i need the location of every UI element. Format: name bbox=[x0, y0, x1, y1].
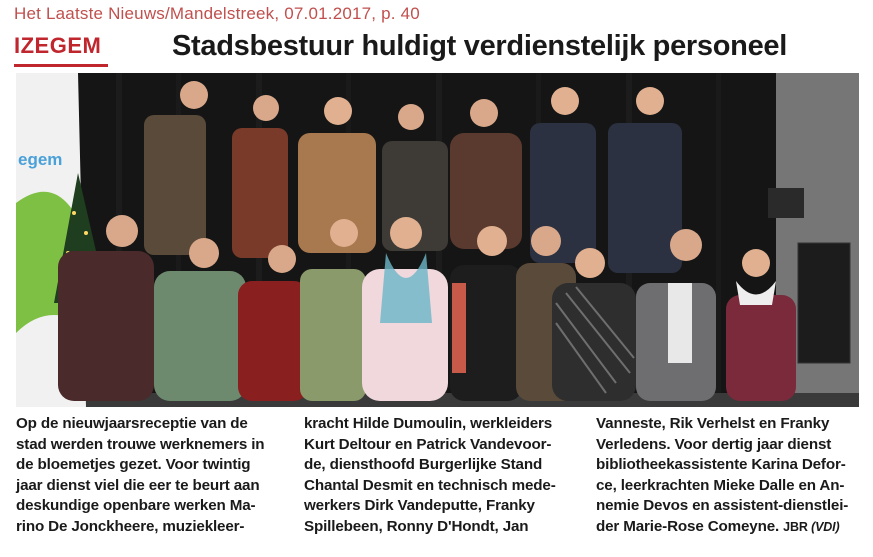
article-line: stad werden trouwe werknemers in bbox=[16, 435, 265, 453]
article-line-text: der Marie-Rose Comeyne. bbox=[596, 517, 780, 535]
article-line: Vanneste, Rik Verhelst en Franky bbox=[596, 415, 830, 432]
article-line: kracht Hilde Dumoulin, werkleiders bbox=[304, 415, 553, 432]
article-line: Kurt Deltour en Patrick Vandevoor- bbox=[304, 435, 552, 453]
article-column-1 bbox=[16, 414, 286, 538]
byline: JBR bbox=[783, 519, 808, 534]
section-label: IZEGEM bbox=[14, 33, 102, 58]
group-photo bbox=[16, 73, 859, 407]
article-line: Verledens. Voor dertig jaar dienst bbox=[596, 435, 832, 453]
photo-credit: (VDI) bbox=[811, 519, 840, 534]
article-line: Chantal Desmit en technisch mede- bbox=[304, 476, 556, 494]
article-line: Op de nieuwjaarsreceptie van de bbox=[16, 415, 248, 432]
article-line: rino De Jonckheere, muziekleer- bbox=[16, 517, 245, 535]
article-line: de bloemetjes gezet. Voor twintig bbox=[16, 456, 251, 474]
article-line: ce, leerkrachten Mieke Dalle en An- bbox=[596, 476, 845, 494]
article-line: werkers Dirk Vandeputte, Franky bbox=[304, 497, 535, 515]
article-line: deskundige openbare werken Ma- bbox=[16, 497, 256, 515]
article-line: bibliotheekassistente Karina Defor- bbox=[596, 456, 846, 474]
section-underline bbox=[14, 64, 108, 67]
source-line: Het Laatste Nieuws/Mandelstreek, 07.01.2017, p. 40 bbox=[14, 4, 420, 23]
article-last-line bbox=[596, 517, 858, 538]
banner-text: egem bbox=[18, 150, 63, 169]
article-line: de, diensthoofd Burgerlijke Stand bbox=[304, 456, 543, 474]
article-column-2 bbox=[304, 414, 576, 538]
article-line: nemie Devos en assistent-dienstlei- bbox=[596, 497, 849, 515]
article-line: Spillebeen, Ronny D'Hondt, Jan bbox=[304, 517, 529, 535]
headline: Stadsbestuur huldigt verdienstelijk personeel bbox=[172, 30, 787, 62]
article-line: jaar dienst viel die eer te beurt aan bbox=[16, 476, 260, 494]
article-column-3 bbox=[596, 414, 858, 538]
